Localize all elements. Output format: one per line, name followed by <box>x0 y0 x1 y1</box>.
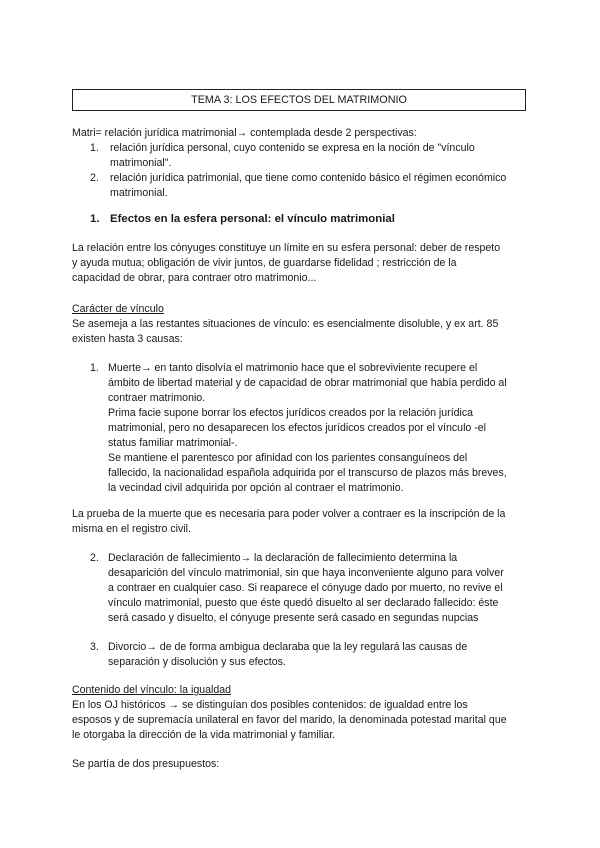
list-number: 2. <box>90 552 99 564</box>
subheading-contenido: Contenido del vínculo: la igualdad <box>72 684 232 696</box>
list-item: Declaración de fallecimiento→ la declaración de fallecimiento determina la desaparición del vínculo matrimonial, sin que haya inconveniente alguno para volver a contraer en cualquier caso. Si reaparece el cónyuge dado por muerto, no revive el vínculo matrimonial, puesto que éste quedó disuelto al ser declarado fallecido: éste será casado y disuelto, el cónyuge presente será casado en segundas nupcias <box>108 552 504 624</box>
paragraph: Se asemeja a las restantes situaciones de vínculo: es esencialmente disoluble, y ex art. 85 existen hasta 3 causas: <box>72 318 499 345</box>
intro-text: Matri= relación jurídica matrimonial→ contemplada desde 2 perspectivas: <box>72 127 417 139</box>
paragraph: La prueba de la muerte que es necesaria para poder volver a contraer es la inscripción de la misma en el registro civil. <box>72 508 506 535</box>
section-heading: Efectos en la esfera personal: el vínculo matrimonial <box>110 213 395 225</box>
subheading-caracter: Carácter de vínculo <box>72 303 164 315</box>
list-number: 1. <box>90 362 99 374</box>
paragraph: En los OJ históricos → se distinguían dos posibles contenidos: de igualdad entre los esposos y de supremacía unilateral en favor del marido, la denominada potestad marital que le otorgaba la dirección de la vida matrimonial y familiar. <box>72 699 507 741</box>
list-number: 1. <box>90 142 99 154</box>
closing-text: Se partía de dos presupuestos: <box>72 758 220 770</box>
section-number: 1. <box>90 213 100 225</box>
list-item: relación jurídica personal, cuyo contenido se expresa en la noción de "vínculo matrimonial". <box>110 142 475 169</box>
list-item: Divorcio→ de de forma ambigua declaraba que la ley regulará las causas de separación y disolución y sus efectos. <box>108 641 468 668</box>
list-number: 2. <box>90 172 99 184</box>
page-title: TEMA 3: LOS EFECTOS DEL MATRIMONIO <box>72 89 526 111</box>
list-item: relación jurídica patrimonial, que tiene como contenido básico el régimen económico matrimonial. <box>110 172 507 199</box>
paragraph: La relación entre los cónyuges constituye un límite en su esfera personal: deber de respeto y ayuda mutua; obligación de vivir juntos, de guardarse fidelidad ; restricción de la capacidad de obrar, para contraer otro matrimonio... <box>72 242 501 284</box>
list-number: 3. <box>90 641 99 653</box>
list-item: Muerte→ en tanto disolvía el matrimonio hace que el sobreviviente recupere el ámbito de libertad material y de capacidad de obrar matrimonial que había perdido al contraer matrimonio. Prima facie supone borrar los efectos jurídicos creados por la relación jurídica matrimonial, pero no desaparecen los efectos jurídicos creados por el vínculo -el status familiar matrimonial-. Se mantiene el parentesco por afinidad con los parientes consanguíneos del fallecido, la nacionalidad española adquirida por el transcurso de plazos más breves, la vecindad civil adquirida por opción al contraer el matrimonio. <box>108 362 507 494</box>
